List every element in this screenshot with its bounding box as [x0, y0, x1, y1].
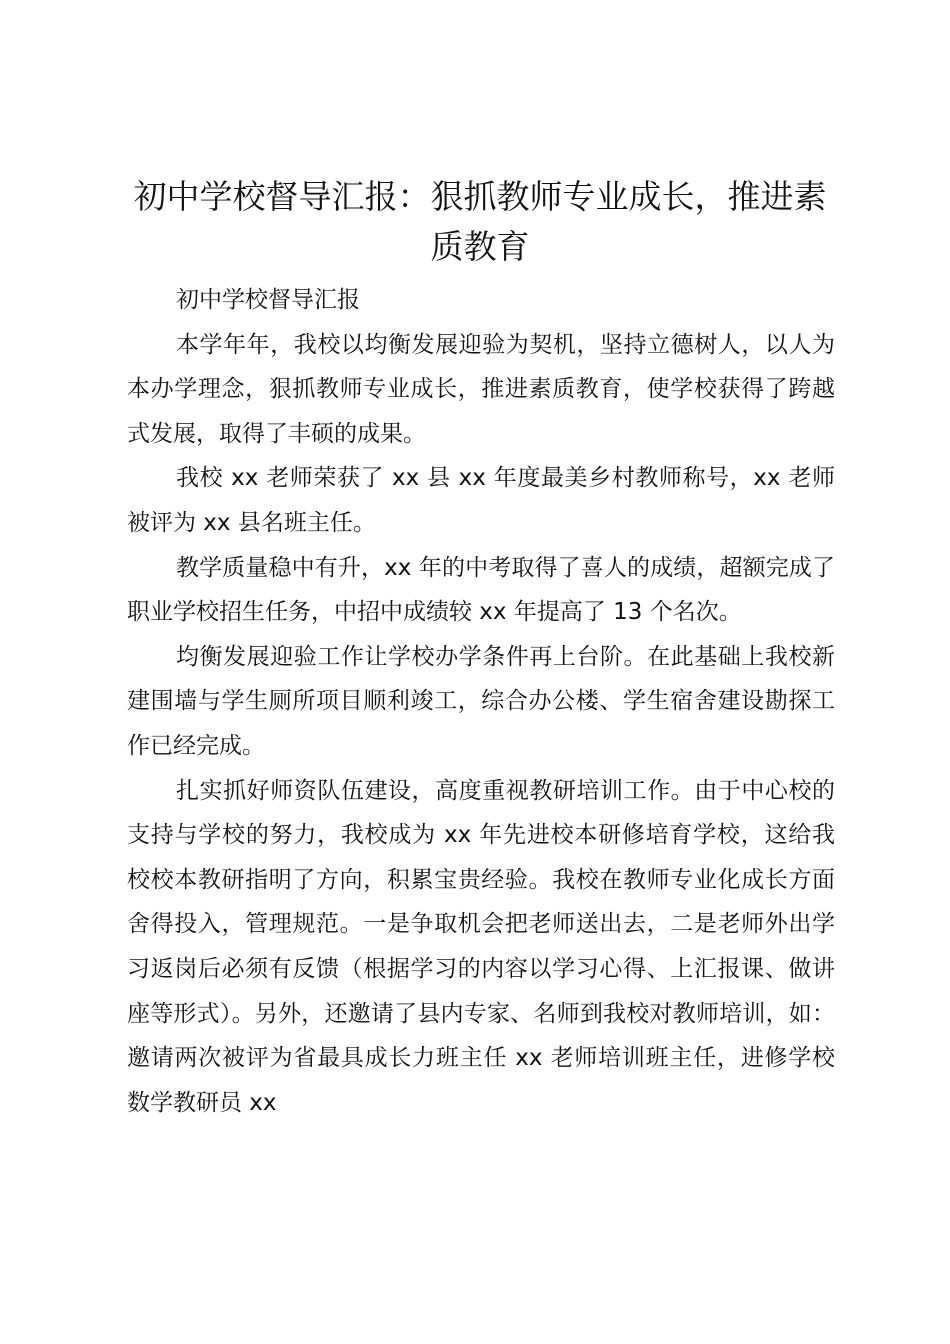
paragraph: 均衡发展迎验工作让学校办学条件再上台阶。在此基础上我校新建围墙与学生厕所项目顺利竣工，综合办公楼、学生宿舍建设勘探工作已经完成。	[127, 643, 835, 759]
document-title: 初中学校督导汇报：狠抓教师专业成长，推进素质教育	[133, 177, 827, 266]
paragraph: 本学年年，我校以均衡发展迎验为契机，坚持立德树人，以人为本办学理念，狠抓教师专业成长，推进素质教育，使学校获得了跨越式发展，取得了丰硕的成果。	[127, 331, 835, 447]
document-body	[127, 278, 835, 1125]
paragraph: 教学质量稳中有升，xx 年的中考取得了喜人的成绩，超额完成了职业学校招生任务，中招中成绩较 xx 年提高了 13 个名次。	[127, 554, 835, 626]
paragraph-subtitle: 初中学校督导汇报	[176, 287, 360, 313]
paragraph: 我校 xx 老师荣获了 xx 县 xx 年度最美乡村教师称号，xx 老师被评为 xx 县名班主任。	[127, 465, 835, 536]
paragraph: 扎实抓好师资队伍建设，高度重视教研培训工作。由于中心校的支持与学校的努力，我校成为 xx 年先进校本研修培育学校，这给我校校本教研指明了方向，积累宝贵经验。我校在教师专业化成长方面舍得投入，管理规范。一是争取机会把老师送出去，二是老师外出学习返岗后必须有反馈（根据学习的内容以学习心得、上汇报课、做讲座等形式）。另外，还邀请了县内专家、名师到我校对教师培训，如：邀请两次被评为省最具成长力班主任 xx 老师培训班主任，进修学校数学教研员 xx	[127, 777, 835, 1116]
